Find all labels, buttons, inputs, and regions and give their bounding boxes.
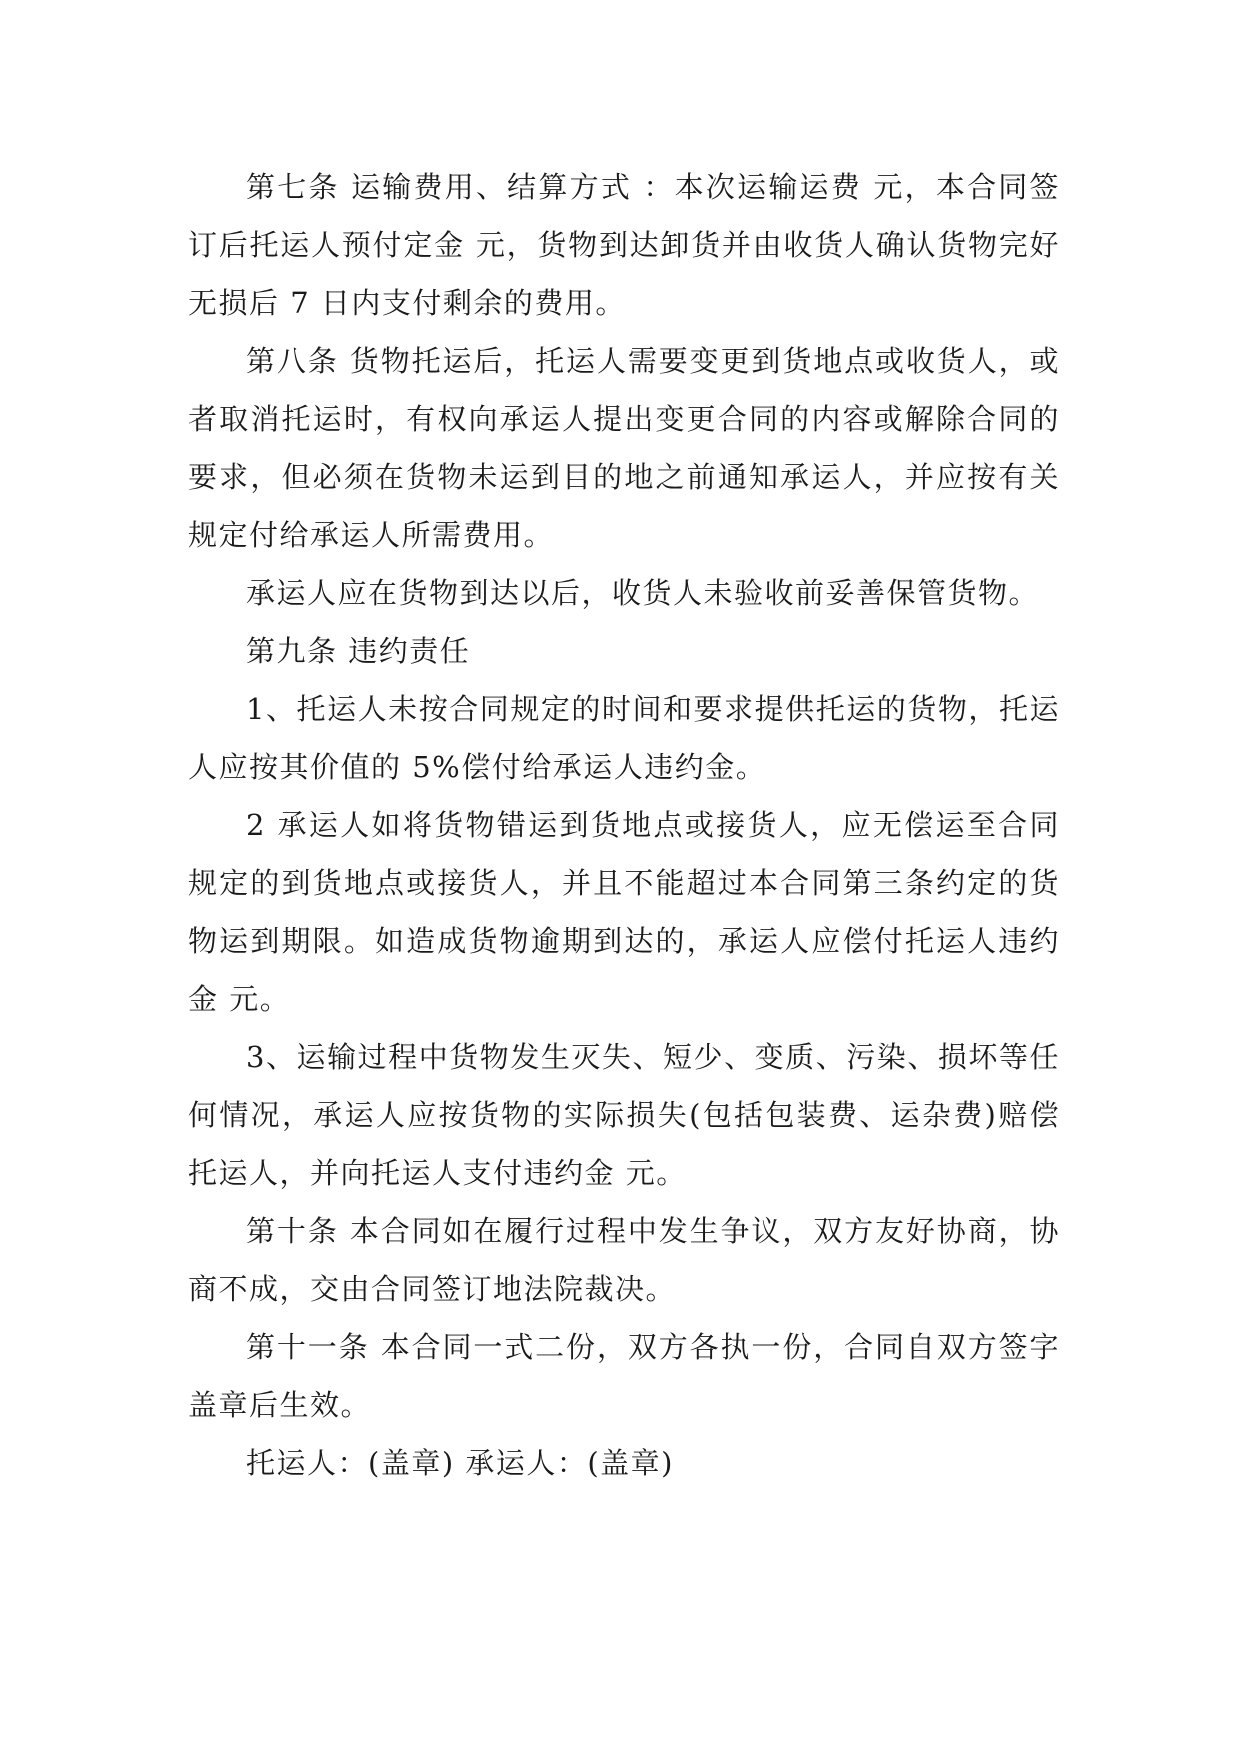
signature-line: 托运人：(盖章) 承运人：(盖章) xyxy=(246,1446,674,1480)
carrier-custody-paragraph: 承运人应在货物到达以后，收货人未验收前妥善保管货物。 xyxy=(246,576,1040,610)
clause-10-disputes: 第十条 本合同如在履行过程中发生争议，双方友好协商，协商不成，交由合同签订地法院裁决。 xyxy=(188,1214,1060,1306)
clause-7-transport-fees: 第七条 运输费用、结算方式 ：本次运输运费 元，本合同签订后托运人预付定金 元，货物到达卸货并由收货人确认货物完好无损后 7 日内支付剩余的费用。 xyxy=(188,170,1060,320)
clause-9-heading: 第九条 违约责任 xyxy=(246,634,471,668)
clause-11-copies: 第十一条 本合同一式二份，双方各执一份，合同自双方签字盖章后生效。 xyxy=(188,1330,1060,1422)
document-body xyxy=(188,158,1060,1492)
clause-9-item-2: 2 承运人如将货物错运到货地点或接货人，应无偿运至合同规定的到货地点或接货人，并且不能超过本合同第三条约定的货物运到期限。如造成货物逾期到达的，承运人应偿付托运人违约金 元。 xyxy=(188,808,1060,1016)
clause-8-change-consignment: 第八条 货物托运后，托运人需要变更到货地点或收货人，或者取消托运时，有权向承运人提出变更合同的内容或解除合同的要求，但必须在货物未运到目的地之前通知承运人，并应按有关规定付给承运人所需费用。 xyxy=(188,344,1060,552)
clause-9-item-3: 3、运输过程中货物发生灭失、短少、变质、污染、损坏等任何情况，承运人应按货物的实际损失(包括包装费、运杂费)赔偿托运人，并向托运人支付违约金 元。 xyxy=(188,1040,1060,1190)
clause-9-item-1: 1、托运人未按合同规定的时间和要求提供托运的货物，托运人应按其价值的 5%偿付给承运人违约金。 xyxy=(188,692,1060,784)
